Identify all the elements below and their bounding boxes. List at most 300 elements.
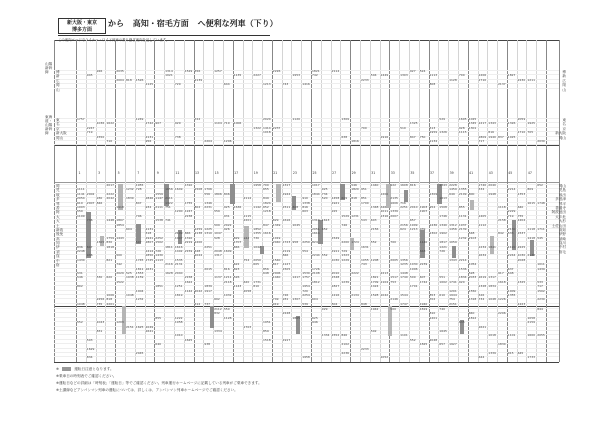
time-cell: 1142: [253, 205, 261, 209]
time-cell: 2010: [331, 271, 340, 275]
time-cell: 1937: [458, 222, 467, 227]
time-cell: 1226: [498, 297, 506, 302]
station-label: 善通寺: [555, 205, 566, 210]
time-cell: 556: [204, 191, 211, 196]
station-label: 新大阪: [56, 131, 67, 136]
time-cell: 1043: [96, 320, 105, 325]
time-cell: 1006: [106, 293, 115, 297]
time-cell: 1522: [116, 279, 124, 284]
time-cell: 1723: [282, 240, 291, 245]
grid-row-line: [54, 70, 559, 71]
origin-box: [58, 18, 106, 34]
time-cell: 2201: [243, 218, 252, 223]
time-cell: 1909: [409, 222, 418, 227]
time-cell: 550: [223, 307, 230, 311]
time-cell: 1208: [370, 257, 379, 262]
time-cell: 700: [361, 125, 367, 130]
time-cell: 1317: [488, 275, 496, 280]
time-cell: 652: [321, 227, 328, 231]
time-cell: 1141: [77, 191, 85, 196]
time-cell: 1625: [135, 324, 144, 329]
time-cell: 1032: [223, 293, 232, 297]
time-cell: 1317: [282, 183, 291, 187]
footer-text: 運転日注意となります。: [74, 367, 114, 371]
time-cell: 552: [321, 253, 328, 258]
station-label: 新: [56, 74, 60, 79]
station-label: 中村: [558, 245, 566, 250]
time-cell: 509: [214, 222, 220, 227]
time-cell: 829: [272, 218, 279, 223]
time-cell: 821: [106, 257, 113, 262]
time-cell: 1830: [498, 342, 506, 347]
time-cell: 2137: [498, 82, 506, 87]
time-cell: 1343: [449, 257, 457, 262]
time-cell: 539: [302, 301, 308, 306]
time-cell: 1052: [380, 355, 389, 360]
time-cell: 1549: [331, 235, 340, 240]
time-cell: 620: [243, 279, 250, 284]
stations-group-3: [56, 184, 74, 267]
time-cell: 1631: [145, 266, 154, 271]
time-cell: 1339: [390, 209, 398, 214]
station-label: 京: [56, 126, 60, 131]
time-cell: 1345: [468, 121, 477, 126]
station-label: 博: [56, 70, 60, 74]
shaded-cell: [452, 246, 456, 258]
time-cell: 1402: [174, 249, 183, 253]
time-cell: 802: [194, 205, 201, 209]
time-cell: 1334: [214, 329, 222, 333]
stations-group-3-right: [548, 184, 566, 254]
time-cell: 1338: [302, 200, 310, 205]
time-cell: 2228: [449, 183, 457, 187]
time-cell: 2033: [468, 275, 477, 280]
time-cell: 2059: [517, 117, 526, 121]
time-cell: 2134: [351, 293, 359, 297]
time-cell: 2230: [517, 77, 526, 82]
time-cell: 1606: [390, 200, 398, 205]
time-cell: 1938: [126, 275, 134, 280]
time-cell: 2233: [361, 77, 369, 82]
time-cell: 518: [145, 231, 152, 236]
station-label: 中: [56, 258, 60, 263]
time-cell: 2051: [312, 227, 320, 231]
time-cell: 1902: [439, 231, 447, 236]
time-cell: 1812: [312, 279, 320, 284]
time-cell: 510: [400, 125, 406, 130]
time-cell: 722: [194, 117, 201, 121]
time-cell: 1030: [409, 262, 418, 267]
time-cell: 809: [527, 187, 534, 192]
time-cell: 951: [361, 187, 367, 192]
time-cell: 1115: [243, 213, 252, 218]
time-cell: 1958: [253, 183, 261, 187]
time-cell: 1339: [488, 351, 496, 355]
station-label: 広: [56, 78, 60, 83]
time-cell: 1024: [194, 253, 203, 258]
time-cell: 2237: [272, 125, 281, 130]
station-label: 博: [562, 70, 566, 74]
time-cell: 1059: [449, 240, 457, 245]
time-cell: 610: [77, 200, 83, 205]
time-cell: 1852: [253, 227, 261, 231]
time-cell: 2247: [86, 125, 95, 130]
time-cell: 818: [126, 77, 132, 82]
time-cell: 1944: [282, 191, 291, 196]
time-cell: 1458: [331, 196, 340, 201]
time-cell: 2108: [312, 271, 320, 275]
time-cell: 1707: [233, 240, 242, 245]
time-cell: 640: [517, 205, 524, 209]
time-cell: 1839: [204, 284, 212, 289]
stations-group-1-right: [548, 70, 566, 92]
time-cell: 1325: [517, 279, 526, 284]
time-cell: 1101: [507, 333, 516, 338]
station-label: 多: [56, 197, 60, 202]
time-cell: 1552: [331, 333, 340, 338]
time-cell: 931: [282, 297, 289, 302]
time-cell: 610: [439, 293, 446, 297]
time-cell: 1953: [292, 73, 301, 78]
time-cell: 1941: [145, 235, 154, 240]
time-cell: 1418: [527, 235, 536, 240]
time-cell: 638: [341, 134, 348, 139]
section-label-text: 山陽新幹線: [45, 62, 53, 74]
time-cell: 742: [116, 262, 122, 267]
time-cell: 1649: [174, 187, 183, 192]
time-cell: 1940: [419, 301, 428, 306]
time-cell: 1958: [174, 320, 183, 325]
time-cell: 2029: [116, 271, 124, 275]
time-cell: 945: [86, 73, 93, 78]
time-cell: 816: [488, 130, 495, 135]
time-cell: 1536: [458, 266, 467, 271]
time-cell: 2214: [458, 257, 467, 262]
time-cell: 1755: [184, 200, 193, 205]
time-cell: 729: [174, 82, 181, 87]
station-label: 京: [562, 126, 566, 131]
time-cell: 1436: [429, 222, 438, 227]
train-number: 5: [117, 171, 120, 175]
time-cell: 1505: [282, 266, 291, 271]
station-label: 名: [56, 122, 60, 127]
header-rule: [58, 35, 270, 36]
title-destination: 高知・宿毛方面: [132, 19, 189, 28]
time-cell: 1111: [77, 187, 85, 192]
time-cell: 543: [361, 218, 367, 223]
time-cell: 1747: [400, 301, 408, 306]
time-cell: 2015: [204, 266, 212, 271]
time-cell: 2227: [253, 73, 261, 78]
time-cell: 1009: [507, 288, 516, 293]
time-cell: 1616: [263, 231, 271, 236]
time-cell: 1439: [537, 266, 545, 271]
time-cell: 1918: [116, 205, 124, 209]
time-cell: 942: [243, 235, 250, 240]
time-cell: 1916: [380, 134, 389, 139]
time-cell: 1641: [145, 329, 154, 333]
time-cell: 917: [498, 271, 504, 275]
time-cell: 1310: [204, 231, 212, 236]
time-cell: 922: [390, 183, 397, 187]
time-cell: 2250: [302, 240, 310, 245]
time-cell: 2042: [106, 196, 115, 201]
time-cell: 1440: [272, 275, 281, 280]
time-cell: 2206: [498, 311, 506, 316]
time-cell: 646: [380, 205, 387, 209]
time-cell: 750: [419, 134, 426, 139]
time-cell: 1201: [429, 315, 438, 320]
station-label: 坂: [56, 192, 60, 197]
time-cell: 1048: [77, 301, 85, 306]
time-cell: 607: [419, 275, 426, 280]
time-cell: 504: [370, 73, 377, 78]
time-cell: 1251: [174, 284, 183, 289]
time-cell: 934: [145, 205, 152, 209]
time-cell: 830: [106, 240, 113, 245]
time-cell: 736: [86, 218, 93, 223]
time-cell: 525: [126, 271, 132, 275]
grid-row-line: [54, 193, 559, 194]
time-cell: 1917: [204, 288, 212, 293]
time-cell: 1019: [272, 235, 281, 240]
time-cell: 1430: [77, 257, 85, 262]
time-cell: 2248: [282, 311, 291, 316]
time-cell: 1911: [331, 249, 340, 253]
time-cell: 1824: [263, 200, 271, 205]
time-cell: 625: [312, 315, 318, 320]
time-cell: 1548: [331, 275, 340, 280]
time-cell: 847: [263, 222, 269, 227]
time-cell: 2138: [527, 253, 536, 258]
time-cell: 1740: [400, 275, 408, 280]
time-cell: 1906: [409, 266, 418, 271]
time-cell: 930: [96, 196, 103, 201]
time-cell: 726: [282, 293, 289, 297]
time-cell: 1217: [478, 121, 487, 126]
time-cell: 1200: [174, 209, 183, 214]
train-number: 35: [410, 171, 415, 175]
time-cell: 2042: [194, 288, 203, 293]
time-cell: 936: [86, 253, 93, 258]
time-cell: 2109: [174, 231, 183, 236]
time-cell: 741: [165, 218, 171, 223]
station-label: 須: [56, 249, 60, 254]
time-cell: 2204: [204, 139, 212, 143]
time-cell: 1942: [370, 307, 379, 311]
time-cell: 531: [77, 271, 83, 275]
time-cell: 1310: [184, 235, 193, 240]
time-cell: 1613: [321, 218, 330, 223]
time-cell: 742: [312, 73, 318, 78]
train-number: 47: [527, 171, 532, 175]
time-cell: 929: [174, 121, 181, 126]
time-cell: 2103: [468, 235, 477, 240]
time-cell: 719: [507, 213, 514, 218]
time-cell: 1746: [439, 213, 447, 218]
station-label: 窪: [56, 254, 60, 259]
time-cell: 1355: [458, 187, 467, 192]
time-cell: 1645: [439, 329, 447, 333]
time-cell: 939: [419, 227, 426, 231]
grid-row-line: [54, 144, 559, 145]
time-cell: 1127: [282, 262, 291, 267]
time-cell: 507: [135, 240, 142, 245]
time-cell: 818: [106, 297, 113, 302]
time-cell: 1018: [488, 333, 496, 338]
time-cell: 1818: [106, 244, 115, 249]
time-cell: 2055: [537, 333, 545, 338]
time-cell: 1417: [292, 275, 301, 280]
time-cell: 2159: [184, 249, 193, 253]
time-cell: 700: [458, 73, 465, 78]
time-cell: 754: [243, 257, 250, 262]
time-cell: 1235: [400, 262, 408, 267]
time-cell: 1307: [292, 297, 301, 302]
time-cell: 859: [263, 329, 269, 333]
time-cell: 1120: [292, 117, 301, 121]
time-cell: 644: [478, 355, 485, 360]
time-cell: 2030: [537, 139, 545, 143]
time-cell: 1200: [194, 240, 203, 245]
grid-row-line: [54, 339, 559, 340]
time-cell: 2102: [341, 342, 350, 347]
time-cell: 1042: [253, 244, 261, 249]
time-cell: 528: [468, 271, 475, 275]
time-cell: 716: [400, 200, 406, 205]
time-cell: 1239: [341, 279, 350, 284]
time-cell: 1948: [488, 191, 496, 196]
time-cell: 956: [145, 139, 152, 143]
time-cell: 1958: [302, 355, 310, 360]
time-cell: 1323: [341, 253, 350, 258]
time-cell: 1511: [282, 205, 291, 209]
time-cell: 1131: [145, 227, 154, 231]
time-cell: 1805: [292, 315, 301, 320]
time-cell: 2048: [214, 249, 222, 253]
time-cell: 751: [165, 205, 171, 209]
time-cell: 649: [449, 191, 455, 196]
train-number: 45: [508, 171, 513, 175]
time-cell: 1821: [370, 275, 379, 280]
time-cell: 500: [390, 307, 397, 311]
time-cell: 657: [409, 218, 416, 223]
time-cell: 2230: [537, 297, 545, 302]
time-cell: 605: [253, 262, 260, 267]
time-cell: 836: [77, 244, 83, 249]
train-number: 29: [351, 171, 356, 175]
time-cell: 1137: [214, 275, 222, 280]
time-cell: 1042: [380, 293, 389, 297]
time-cell: 2005: [390, 257, 398, 262]
time-cell: 1113: [429, 73, 438, 78]
time-cell: 1809: [478, 134, 487, 139]
time-cell: 1305: [96, 240, 105, 245]
time-cell: 2252: [155, 235, 163, 240]
time-cell: 2119: [282, 249, 291, 253]
time-cell: 635: [458, 320, 465, 325]
train-number: 15: [214, 171, 219, 175]
time-cell: 533: [537, 279, 543, 284]
time-cell: 740: [439, 307, 446, 311]
time-cell: 1706: [204, 187, 212, 192]
time-cell: 2226: [272, 69, 281, 73]
time-cell: 622: [233, 262, 240, 267]
time-cell: 2213: [380, 271, 389, 275]
time-cell: 1206: [478, 73, 487, 78]
time-cell: 1355: [507, 293, 516, 297]
time-cell: 503: [86, 337, 93, 342]
time-cell: 808: [292, 205, 299, 209]
time-cell: 1703: [243, 324, 252, 329]
time-cell: 1456: [449, 227, 457, 231]
time-cell: 2007: [86, 200, 95, 205]
time-cell: 1140: [419, 240, 428, 245]
time-cell: 2146: [390, 297, 398, 302]
time-cell: 546: [77, 275, 83, 280]
time-cell: 717: [537, 284, 543, 289]
time-cell: 1540: [272, 257, 281, 262]
grid-row-line: [54, 281, 559, 282]
time-cell: 2048: [429, 337, 438, 342]
time-cell: 1619: [478, 275, 487, 280]
time-cell: 604: [312, 297, 318, 302]
time-cell: 730: [253, 235, 260, 240]
time-cell: 840: [468, 311, 475, 316]
time-cell: 1218: [263, 209, 271, 214]
time-cell: 832: [214, 311, 220, 316]
time-cell: 746: [341, 222, 348, 227]
time-cell: 534: [478, 187, 485, 192]
time-cell: 1819: [174, 293, 183, 297]
time-cell: 846: [282, 253, 289, 258]
time-cell: 1741: [449, 279, 457, 284]
time-cell: 2244: [312, 253, 320, 258]
time-cell: 1820: [351, 187, 359, 192]
origin-line-2: 博多方面: [71, 27, 92, 33]
time-cell: 1025: [507, 134, 516, 139]
station-label: 伊: [56, 245, 60, 250]
station-label: 山: [562, 87, 566, 92]
station-label: 窪川: [558, 241, 566, 246]
time-cell: 2201: [106, 301, 115, 306]
time-cell: 504: [331, 301, 338, 306]
time-cell: 1312: [449, 222, 457, 227]
station-label: 伊野: [558, 232, 566, 237]
time-cell: 2004: [116, 77, 124, 82]
time-cell: 926: [223, 227, 230, 231]
station-label: 大: [56, 219, 60, 224]
time-cell: 1231: [351, 213, 359, 218]
time-cell: 644: [223, 82, 230, 87]
time-cell: 749: [272, 297, 279, 302]
time-cell: 1326: [507, 121, 516, 126]
time-cell: 728: [135, 187, 142, 192]
time-cell: 1502: [537, 288, 545, 293]
time-cell: 1125: [145, 82, 154, 87]
time-cell: 1147: [155, 196, 163, 201]
time-cell: 2054: [77, 196, 85, 201]
time-cell: 1742: [145, 121, 154, 126]
time-cell: 637: [507, 266, 514, 271]
time-cell: 1613: [439, 196, 447, 201]
time-cell: 1225: [204, 227, 212, 231]
train-number: 3: [98, 171, 101, 175]
time-cell: 2022: [223, 222, 232, 227]
time-cell: 915: [507, 351, 514, 355]
time-cell: 2045: [135, 351, 144, 355]
grid-row-line: [54, 259, 559, 260]
